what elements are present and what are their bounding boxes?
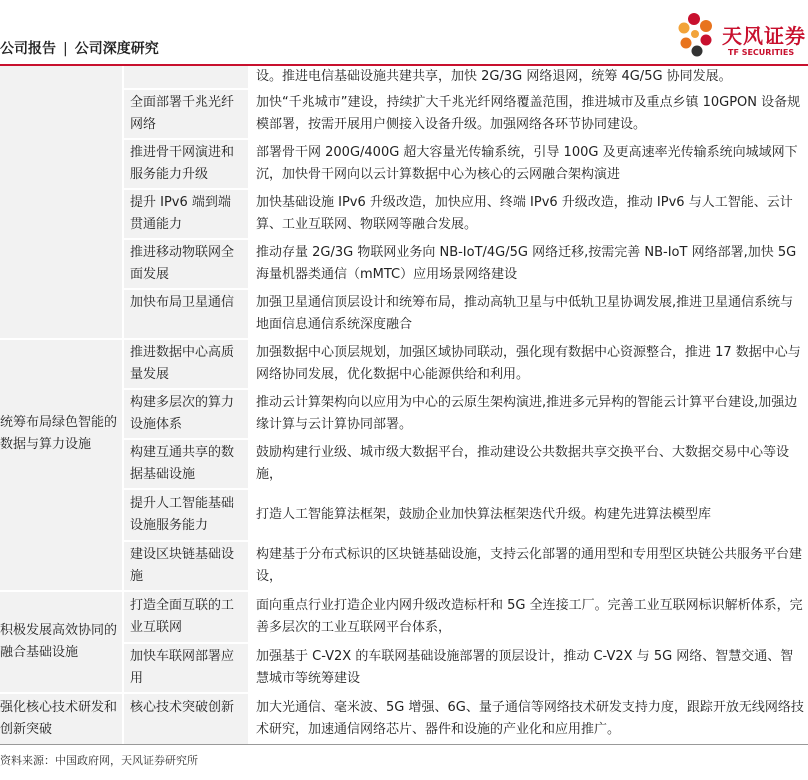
item-desc: 推动存量 2G/3G 物联网业务向 NB-IoT/4G/5G 网络迁移,按需完善 NB-IoT 网络部署,加快 5G 海量机器类通信（mMTC）应用场景网络建设 bbox=[256, 245, 797, 282]
logo-flower-icon bbox=[672, 10, 722, 66]
item-desc: 加快“千兆城市”建设，持续扩大千兆光纤网络覆盖范围，推进城市及重点乡镇 10GPON 设备规模部署，按需开展用户侧接入设备升级。加强网络各环节协同建设。 bbox=[256, 95, 801, 132]
item-desc: 加强数据中心顶层规划，加强区域协同联动，强化现有数据中心资源整合，推进 17 数据中心与网络协同发展，优化数据中心能源供给和利用。 bbox=[256, 345, 801, 382]
item-desc: 打造人工智能算法框架，鼓励企业加快算法框架迭代升级。构建先进算法模型库 bbox=[256, 507, 712, 522]
item-desc: 部署骨干网 200G/400G 超大容量光传输系统，引导 100G 及更高速率光传输系统向城域网下沉，加快骨干网向以云计算数据中心为核心的云网融合架构演进 bbox=[256, 145, 798, 182]
item-name: 构建互通共享的数据基础设施 bbox=[130, 445, 235, 482]
category-cell-3 bbox=[0, 694, 122, 744]
item-name-cell bbox=[124, 340, 248, 388]
source-note: 资料来源：中国政府网，天风证券研究所 bbox=[0, 754, 198, 767]
item-name: 打造全面互联的工业互联网 bbox=[130, 598, 235, 635]
item-name-cell bbox=[124, 592, 248, 642]
item-name-cell bbox=[124, 490, 248, 540]
item-desc-cell bbox=[250, 290, 808, 338]
item-desc: 加强卫星通信顶层设计和统筹布局，推动高轨卫星与中低轨卫星协调发展,推进卫星通信系统与地面信息通信系统深度融合 bbox=[256, 295, 794, 332]
item-name-cell bbox=[124, 140, 248, 188]
item-name: 核心技术突破创新 bbox=[130, 700, 235, 715]
company-logo bbox=[672, 10, 808, 66]
item-name: 构建多层次的算力设施体系 bbox=[130, 395, 235, 432]
item-name: 提升人工智能基础设施服务能力 bbox=[130, 496, 235, 533]
item-name: 加快车联网部署应用 bbox=[130, 649, 235, 686]
item-desc-cell bbox=[250, 66, 808, 88]
page-header bbox=[0, 0, 808, 66]
item-desc: 加强基于 C-V2X 的车联网基础设施部署的顶层设计，推动 C-V2X 与 5G 网络、智慧交通、智慧城市等统筹建设 bbox=[256, 649, 794, 686]
category-label: 积极发展高效协同的融合基础设施 bbox=[0, 623, 118, 660]
item-desc-cell bbox=[250, 240, 808, 288]
item-desc-cell bbox=[250, 694, 808, 744]
item-desc: 面向重点行业打造企业内网升级改造标杆和 5G 全连接工厂。完善工业互联网标识解析体系，完善多层次的工业互联网平台体系， bbox=[256, 598, 803, 635]
item-name-cell bbox=[124, 440, 248, 488]
item-name-cell bbox=[124, 390, 248, 438]
item-name-cell bbox=[124, 694, 248, 744]
category-cell-0 bbox=[0, 66, 122, 338]
item-desc-cell bbox=[250, 542, 808, 590]
category-cell-2 bbox=[0, 592, 122, 692]
item-desc-cell bbox=[250, 190, 808, 238]
item-name-cell bbox=[124, 190, 248, 238]
category-cell-1 bbox=[0, 340, 122, 590]
item-name: 全面部署千兆光纤网络 bbox=[130, 95, 235, 132]
table-bottom-rule bbox=[0, 744, 808, 745]
report-subtype: 公司深度研究 bbox=[74, 41, 159, 57]
item-name-cell bbox=[124, 240, 248, 288]
item-name-cell bbox=[124, 66, 248, 88]
item-name-cell bbox=[124, 542, 248, 590]
item-desc: 构建基于分布式标识的区块链基础设施，支持云化部署的通用型和专用型区块链公共服务平台建设， bbox=[256, 547, 803, 584]
report-type: 公司报告 bbox=[0, 41, 56, 57]
item-desc: 加大光通信、毫米波、5G 增强、6G、量子通信等网络技术研发支持力度，跟踪开放无线网络技术研究，加速通信网络芯片、器件和设施的产业化和应用推广。 bbox=[256, 700, 804, 737]
item-name: 推进移动物联网全面发展 bbox=[130, 245, 235, 282]
item-name: 建设区块链基础设施 bbox=[130, 547, 235, 584]
item-desc-cell bbox=[250, 390, 808, 438]
item-desc-cell bbox=[250, 644, 808, 692]
header-separator: | bbox=[63, 41, 68, 57]
item-desc-cell bbox=[250, 340, 808, 388]
item-desc-cell bbox=[250, 90, 808, 138]
category-label: 统筹布局绿色智能的数据与算力设施 bbox=[0, 415, 118, 452]
item-name-cell bbox=[124, 90, 248, 138]
item-name-cell bbox=[124, 644, 248, 692]
item-desc: 设。推进电信基础设施共建共享，加快 2G/3G 网络退网，统筹 4G/5G 协同发展。 bbox=[256, 69, 732, 84]
item-desc-cell bbox=[250, 490, 808, 540]
category-label: 强化核心技术研发和创新突破 bbox=[0, 700, 118, 737]
item-name: 推进数据中心高质量发展 bbox=[130, 345, 235, 382]
logo-text-en: TF SECURITIES bbox=[728, 48, 795, 57]
logo-text-cn: 天风证券 bbox=[722, 24, 806, 48]
item-desc: 加快基础设施 IPv6 升级改造，加快应用、终端 IPv6 升级改造，推动 IPv6 与人工智能、云计算、工业互联网、物联网等融合发展。 bbox=[256, 195, 793, 232]
item-desc: 推动云计算架构向以应用为中心的云原生架构演进,推进多元异构的智能云计算平台建设,加强边缘计算与云计算协同部署。 bbox=[256, 395, 798, 432]
item-desc-cell bbox=[250, 592, 808, 642]
item-desc: 鼓励构建行业级、城市级大数据平台，推动建设公共数据共享交换平台、大数据交易中心等设施， bbox=[256, 445, 790, 482]
item-desc-cell bbox=[250, 140, 808, 188]
item-desc-cell bbox=[250, 440, 808, 488]
header-title bbox=[0, 38, 159, 58]
item-name: 提升 IPv6 端到端贯通能力 bbox=[130, 195, 231, 232]
item-name-cell bbox=[124, 290, 248, 338]
item-name: 加快布局卫星通信 bbox=[130, 295, 235, 310]
item-name: 推进骨干网演进和服务能力升级 bbox=[130, 145, 235, 182]
